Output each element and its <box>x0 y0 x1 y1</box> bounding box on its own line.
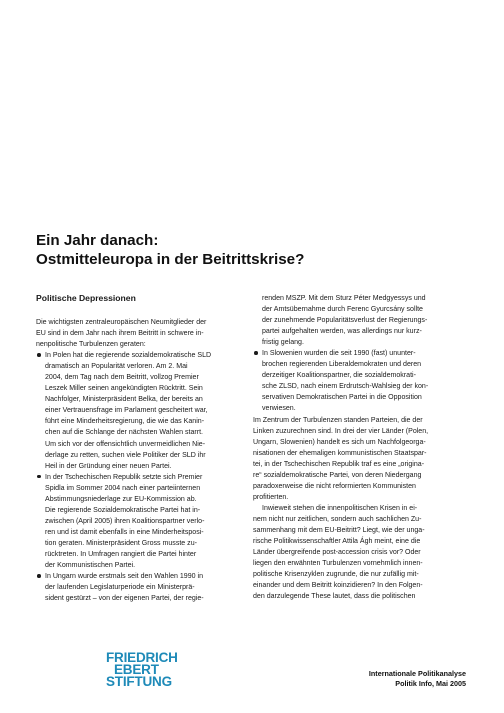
text-line: brochen regierenden Liberaldemokraten und deren <box>262 361 422 369</box>
text-line: rische Politikwissenschaftler Attila Ágh meint, eine die <box>253 538 421 546</box>
text-line: paradoxerweise die nicht reformierten Kommunisten <box>253 482 416 490</box>
bullet-item-hungary <box>36 571 241 604</box>
bullet-item-poland <box>36 350 241 472</box>
text-line: Abstimmungsniederlage zur EU-Kommission ab. <box>45 495 197 503</box>
intro-paragraph <box>36 317 241 350</box>
text-line: sammenhang mit dem EU-Beitritt? Liegt, wie der unga- <box>253 526 425 534</box>
text-line: nem nicht nur zeitlichen, sondern auch sachlichen Zu- <box>253 515 422 523</box>
text-line: rücktreten. In Umfragen rangiert die Partei hinter <box>45 550 197 558</box>
text-line: tei, in der Tschechischen Republik traf es eine „origina- <box>253 460 425 468</box>
bullet-icon <box>37 574 41 578</box>
section-heading: Politische Depressionen <box>36 293 136 303</box>
bullet-icon <box>37 475 41 479</box>
text-line: verwiesen. <box>262 405 296 413</box>
text-line: führt eine Minderheitsregierung, die wie das Kanin- <box>45 418 205 426</box>
text-line: derzeitiger Koalitionspartner, die sozialdemokrati- <box>262 372 416 380</box>
text-line: In Slowenien wurden die seit 1990 (fast) ununter- <box>262 350 416 358</box>
footer-line: Internationale Politikanalyse <box>368 669 466 678</box>
text-line: sche ZLSD, nach einem Erdrutsch-Wahlsieg der kon- <box>262 383 429 391</box>
text-line: der laufenden Legislaturperiode ein Ministerprä- <box>45 584 195 592</box>
text-line: einer Vertrauensfrage im Parlament gescheitert war, <box>45 407 208 415</box>
text-line: profitierten. <box>253 493 289 501</box>
logo-line: FRIEDRICH <box>106 650 178 665</box>
text-line: In der Tschechischen Republik setzte sich Premier <box>45 473 203 481</box>
text-line: derlage zu retten, suchen viele Politiker der SLD ihr <box>45 451 206 459</box>
text-line: politische Krisenzyklen zugrunde, die nur zufällig mit- <box>253 571 419 579</box>
bullet-icon <box>254 351 258 355</box>
text-line: der zunehmende Popularitätsverlust der Regierungs- <box>262 317 428 325</box>
text-line: Die regierende Sozialdemokratische Partei hat in- <box>45 506 201 514</box>
text-line: partei aufgehalten werden, was allerdings nur kurz- <box>262 328 422 336</box>
text-line: ren und ist damit ebenfalls in eine Minderheitsposi- <box>45 528 204 536</box>
bullet-item-czech-republic <box>36 472 241 571</box>
bullet-list <box>36 350 241 604</box>
body-paragraph <box>253 503 465 602</box>
text-line: tion geraten. Ministerpräsident Gross musste zu- <box>45 539 197 547</box>
logo-line: STIFTUNG <box>106 674 172 689</box>
text-line: dramatisch an Popularität verloren. Am 2. Mai <box>45 363 188 371</box>
text-line: In Polen hat die regierende sozialdemokratische SLD <box>45 352 212 360</box>
text-line: Heil in der Gründung einer neuen Partei. <box>45 462 172 470</box>
text-line: Spidla im Sommer 2004 nach einer parteiinternen <box>45 484 201 492</box>
text-line: liegen den erwähnten Turbulenzen vornehmlich innen- <box>253 560 423 568</box>
text-line: nenpolitische Turbulenzen geraten: <box>36 341 146 349</box>
text-line: fristig gelang. <box>262 339 304 347</box>
text-line: renden MSZP. Mit dem Sturz Péter Medgyessys und <box>262 295 426 302</box>
text-line: Um sich vor der offensichtlich unvermeidlichen Nie- <box>45 440 206 448</box>
text-line: Leszek Miller seinen angekündigten Rücktritt. Sein <box>45 385 203 393</box>
text-line: Im Zentrum der Turbulenzen standen Parteien, die der <box>253 416 423 424</box>
text-line: den darzulegende These lautet, dass die politischen <box>253 593 416 601</box>
logo-line: EBERT <box>114 662 159 677</box>
text-line: In Ungarn wurde erstmals seit den Wahlen 1990 in <box>45 573 203 581</box>
text-line: Inwieweit stehen die innenpolitischen Krisen in ei- <box>262 504 418 512</box>
text-line: Die wichtigsten zentraleuropäischen Neumitglieder der <box>36 319 207 326</box>
bullet-list <box>253 348 465 414</box>
bullet-icon <box>37 353 41 357</box>
title-line: Ein Jahr danach: <box>36 232 159 249</box>
text-line: Länder übergreifende post-accession crisis vor? Oder <box>253 549 421 557</box>
bullet-item-slovenia <box>253 348 465 414</box>
right-column <box>253 293 465 602</box>
text-line: 2004, dem Tag nach dem Beitritt, vollzog Premier <box>45 374 199 382</box>
text-line: Nachfolger, Ministerpräsident Belka, der bereits an <box>45 396 203 404</box>
text-line: chen auf die Schlange der nächsten Wahlen starrt. <box>45 429 203 437</box>
text-line: nisationen der ehemaligen kommunistischen Staatspar- <box>253 449 427 457</box>
footer-publication-info <box>369 669 466 689</box>
text-line: der Kommunistischen Partei. <box>45 562 136 570</box>
text-line: der Amtsübernahme durch Ferenc Gyurcsány sollte <box>262 306 423 314</box>
text-line: servativen Demokratischen Partei in die Opposition <box>262 394 422 402</box>
text-line: zwischen (April 2005) ihren Koalitionspartner verlo- <box>45 517 205 525</box>
title-line: Ostmitteleuropa in der Beitrittskrise? <box>36 251 305 268</box>
footer-line: Politik Info, Mai 2005 <box>395 679 466 688</box>
page-title <box>36 231 476 269</box>
text-line: Linken zuzurechnen sind. In drei der vier Länder (Polen, <box>253 427 429 435</box>
continued-paragraph <box>253 293 465 348</box>
text-line: re“ sozialdemokratische Partei, von deren Niedergang <box>253 471 422 479</box>
body-paragraph <box>253 415 465 503</box>
text-line: Ungarn, Slowenien) handelt es sich um Nachfolgeorga- <box>253 438 426 446</box>
left-column <box>36 293 241 604</box>
foundation-logo <box>106 652 192 688</box>
text-line: einander und dem Beitritt koinzidieren? In den Folgen- <box>253 582 423 590</box>
text-line: sident gestürzt – von der eigenen Partei, der regie- <box>45 595 204 603</box>
text-line: EU sind in dem Jahr nach ihrem Beitritt in schwere in- <box>36 330 204 338</box>
